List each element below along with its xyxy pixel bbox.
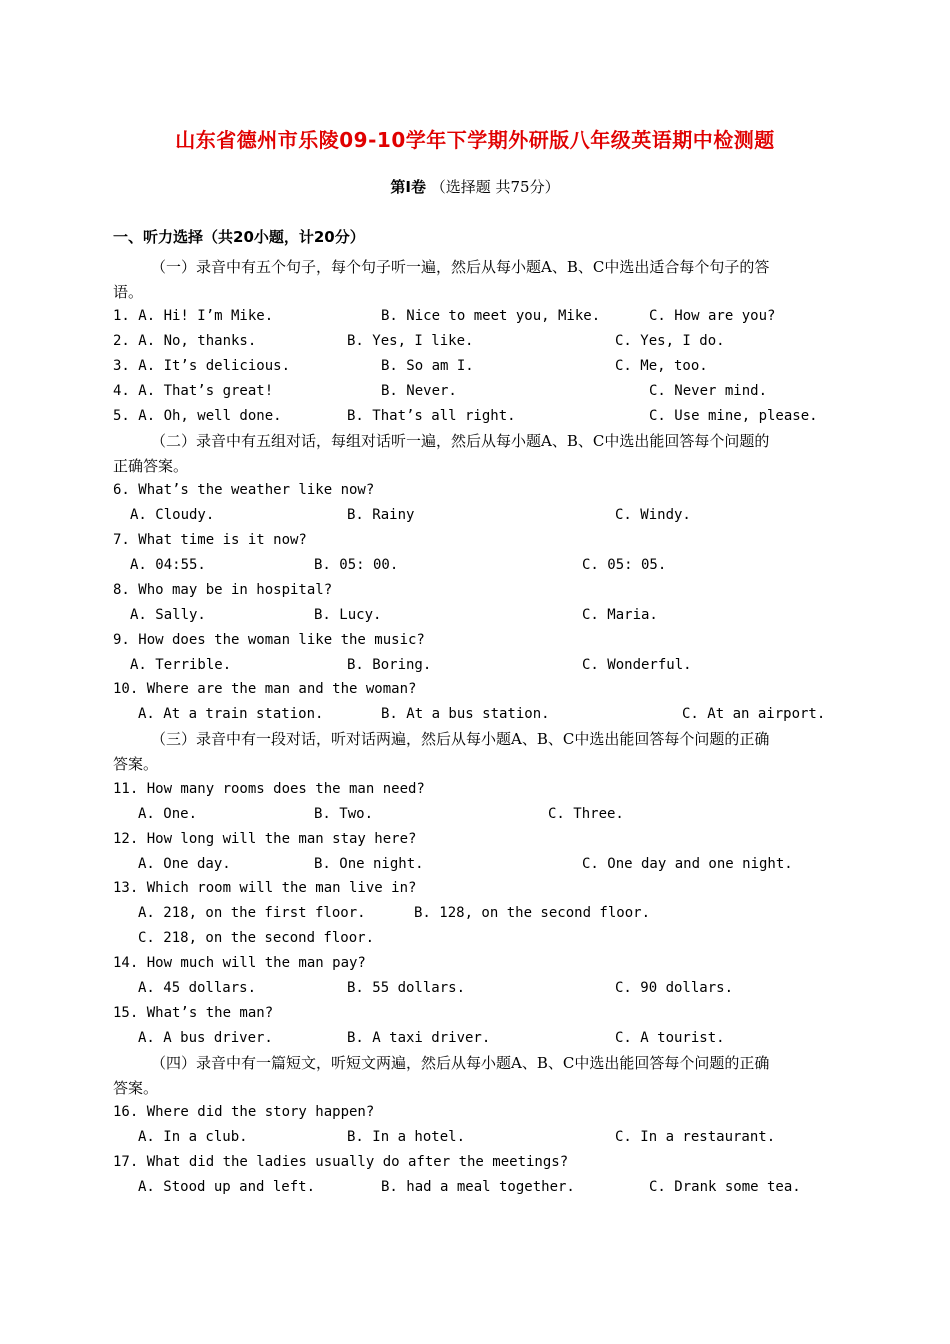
question-13-b: B. 128, on the second floor. (414, 905, 651, 921)
question-10-a: A. At a train station. (138, 706, 324, 722)
question-3-a: 3. A. It’s delicious. (113, 358, 291, 374)
question-4-c: C. Never mind. (649, 383, 768, 399)
question-15-c: C. A tourist. (615, 1030, 725, 1046)
question-16-c: C. In a restaurant. (615, 1129, 776, 1145)
instruction-line: （四）录音中有一篇短文，听短文两遍，然后从每小题A、B、C中选出能回答每个问题的正确 (151, 1054, 770, 1072)
question-15-b: B. A taxi driver. (347, 1030, 491, 1046)
instruction-line: （一）录音中有五个句子，每个句子听一遍，然后从每小题A、B、C中选出适合每个句子的答 (151, 258, 770, 276)
question-11-c: C. Three. (548, 806, 624, 822)
instruction-4 (113, 1051, 839, 1101)
instruction-line: （三）录音中有一段对话，听对话两遍，然后从每小题A、B、C中选出能回答每个问题的正确 (151, 730, 770, 748)
question-10-stem: 10. Where are the man and the woman? (113, 681, 417, 697)
question-5-a: 5. A. Oh, well done. (113, 408, 282, 424)
question-7-b: B. 05: 00. (314, 557, 399, 573)
question-2-b: B. Yes, I like. (347, 333, 474, 349)
question-6-b: B. Rainy (347, 507, 415, 523)
instruction-3 (113, 727, 839, 777)
question-1-a: 1. A. Hi! I’m Mike. (113, 308, 274, 324)
part-label: 第Ⅰ卷 (390, 178, 426, 196)
question-12-b: B. One night. (314, 856, 424, 872)
question-3-b: B. So am I. (381, 358, 474, 374)
instruction-2 (113, 429, 839, 479)
question-6-a: A. Cloudy. (130, 507, 215, 523)
question-14-stem: 14. How much will the man pay? (113, 955, 366, 971)
question-16-b: B. In a hotel. (347, 1129, 466, 1145)
question-9-c: C. Wonderful. (582, 657, 692, 673)
question-9-stem: 9. How does the woman like the music? (113, 632, 425, 648)
instruction-1 (113, 255, 839, 305)
question-14-c: C. 90 dollars. (615, 980, 734, 996)
question-7-a: A. 04:55. (130, 557, 206, 573)
question-7-c: C. 05: 05. (582, 557, 667, 573)
instruction-line: 答案。 (113, 755, 159, 773)
question-14-b: B. 55 dollars. (347, 980, 466, 996)
question-11-b: B. Two. (314, 806, 374, 822)
question-16-a: A. In a club. (138, 1129, 248, 1145)
question-5-c: C. Use mine, please. (649, 408, 818, 424)
question-13-c: C. 218, on the second floor. (138, 930, 375, 946)
question-8-b: B. Lucy. (314, 607, 382, 623)
question-6-c: C. Windy. (615, 507, 691, 523)
question-2-c: C. Yes, I do. (615, 333, 725, 349)
question-8-a: A. Sally. (130, 607, 206, 623)
question-15-a: A. A bus driver. (138, 1030, 273, 1046)
question-8-c: C. Maria. (582, 607, 658, 623)
question-13-a: A. 218, on the first floor. (138, 905, 366, 921)
instruction-line: 答案。 (113, 1079, 159, 1097)
question-7-stem: 7. What time is it now? (113, 532, 307, 548)
question-12-a: A. One day. (138, 856, 231, 872)
page-title: 山东省德州市乐陵09-10学年下学期外研版八年级英语期中检测题 (175, 128, 775, 152)
instruction-line: （二）录音中有五组对话，每组对话听一遍，然后从每小题A、B、C中选出能回答每个问题的 (151, 432, 770, 450)
question-11-stem: 11. How many rooms does the man need? (113, 781, 425, 797)
instruction-line: 语。 (113, 283, 144, 301)
question-2-a: 2. A. No, thanks. (113, 333, 257, 349)
instruction-line: 正确答案。 (113, 457, 189, 475)
question-17-a: A. Stood up and left. (138, 1179, 316, 1195)
question-3-c: C. Me, too. (615, 358, 708, 374)
question-15-stem: 15. What’s the man? (113, 1005, 274, 1021)
question-17-c: C. Drank some tea. (649, 1179, 801, 1195)
question-14-a: A. 45 dollars. (138, 980, 257, 996)
question-16-stem: 16. Where did the story happen? (113, 1104, 375, 1120)
question-4-b: B. Never. (381, 383, 457, 399)
question-12-c: C. One day and one night. (582, 856, 793, 872)
part-subtitle (0, 176, 950, 197)
section-heading: 一、听力选择（共20小题，计20分） (113, 228, 365, 246)
question-4-a: 4. A. That’s great! (113, 383, 274, 399)
question-17-b: B. had a meal together. (381, 1179, 575, 1195)
question-11-a: A. One. (138, 806, 198, 822)
question-9-b: B. Boring. (347, 657, 432, 673)
question-1-b: B. Nice to meet you, Mike. (381, 308, 601, 324)
question-8-stem: 8. Who may be in hospital? (113, 582, 333, 598)
question-17-stem: 17. What did the ladies usually do after the meetings? (113, 1154, 569, 1170)
question-10-b: B. At a bus station. (381, 706, 550, 722)
question-13-stem: 13. Which room will the man live in? (113, 880, 417, 896)
question-9-a: A. Terrible. (130, 657, 232, 673)
question-5-b: B. That’s all right. (347, 408, 516, 424)
question-6-stem: 6. What’s the weather like now? (113, 482, 375, 498)
question-1-c: C. How are you? (649, 308, 776, 324)
question-12-stem: 12. How long will the man stay here? (113, 831, 417, 847)
question-10-c: C. At an airport. (682, 706, 826, 722)
part-description: （选择题 共75分） (430, 178, 560, 196)
